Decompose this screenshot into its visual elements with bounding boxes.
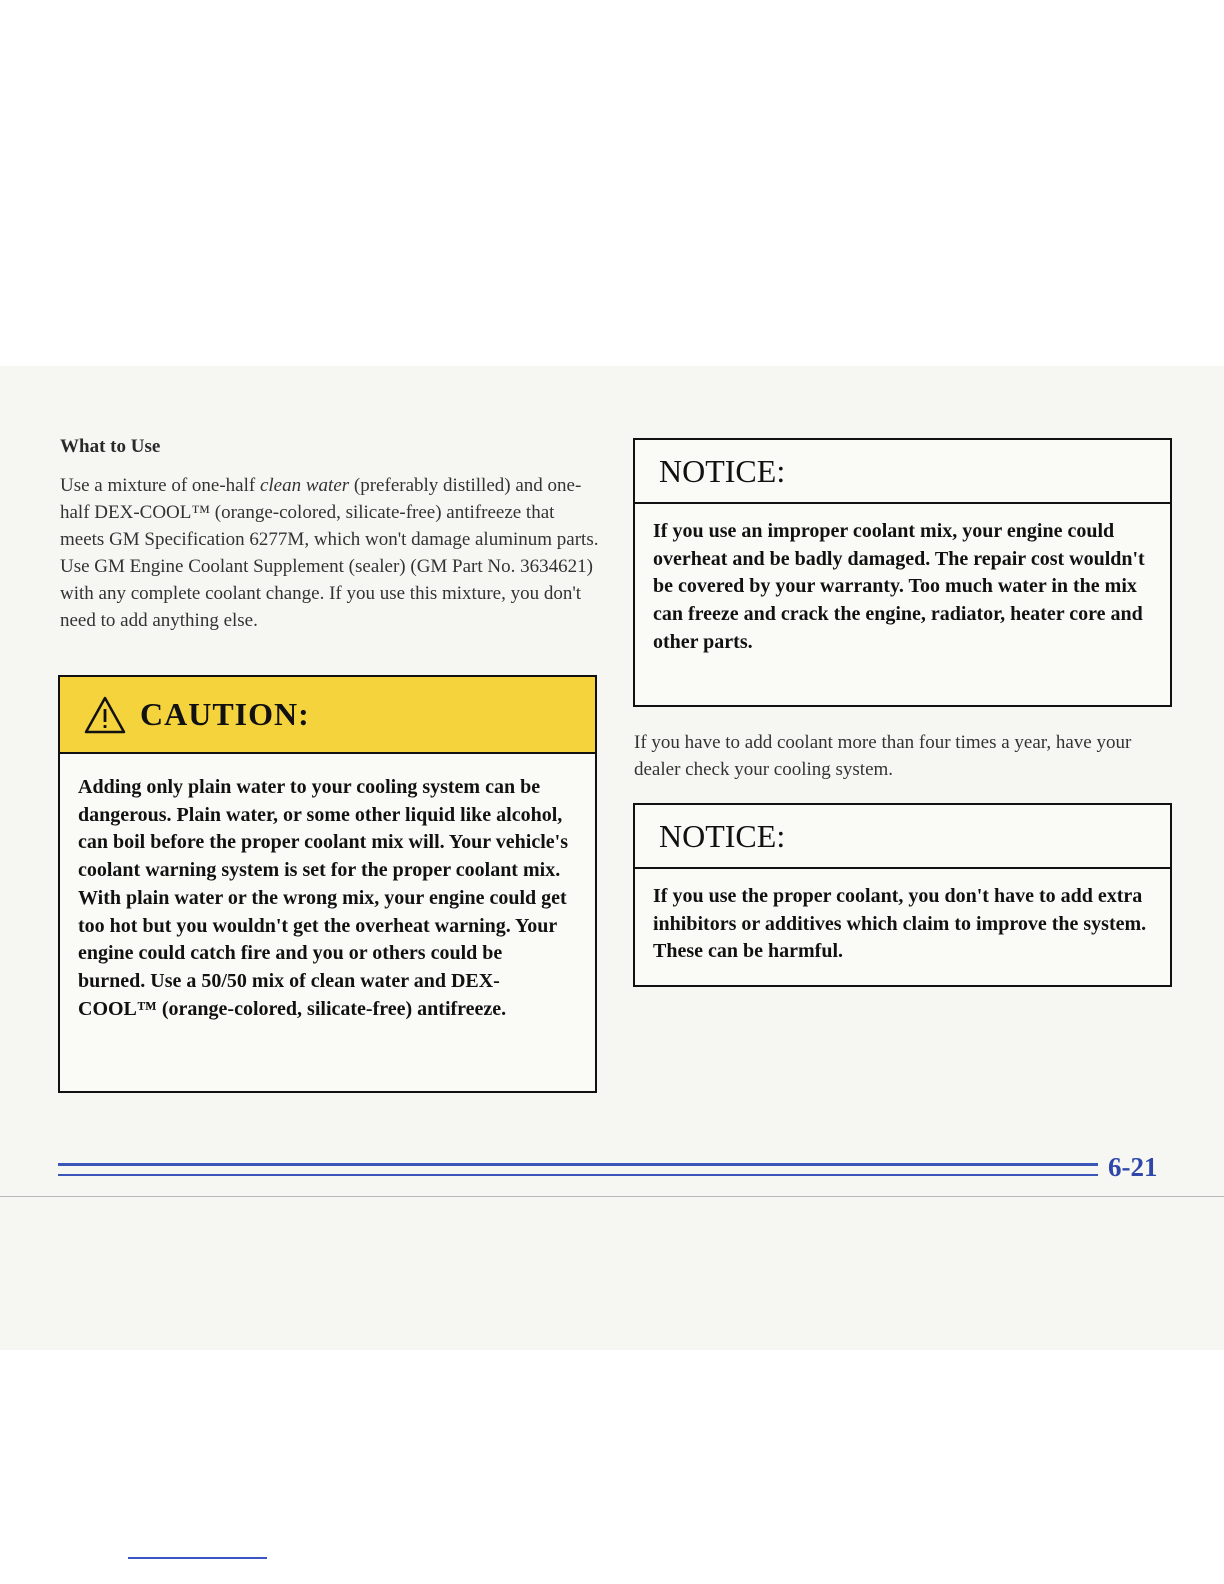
notice-box-2 (633, 803, 1172, 987)
caution-body: Adding only plain water to your cooling system can be dangerous. Plain water, or some other liquid like alcohol, can boil before the proper coolant mix will. Your vehicle's coolant warning system is set for the proper coolant mix. With plain water or the wrong mix, your engine could get too hot but you wouldn't get the overheat warning. Your engine could catch fire and you or others could be burned. Use a 50/50 mix of clean water and DEX-COOL™ (orange-colored, silicate-free) antifreeze. (78, 776, 568, 1020)
bottom-rule (128, 1557, 267, 1559)
warning-triangle-icon (84, 696, 126, 734)
notice-body-2: If you use the proper coolant, you don't have to add extra inhibitors or additives which claim to improve the system. These can be harmful. (653, 885, 1147, 963)
notice-header-2 (635, 805, 1170, 869)
notice-box-1 (633, 438, 1172, 707)
intro-text-part1: Use a mixture of one-half (60, 475, 260, 496)
section-heading: What to Use (60, 436, 161, 457)
page-number: 6-21 (1108, 1152, 1158, 1182)
coolant-paragraph: If you have to add coolant more than four times a year, have your dealer check your cooling system. (634, 732, 1132, 780)
intro-paragraph (60, 472, 600, 634)
caution-title: CAUTION: (140, 696, 310, 732)
caution-header (60, 677, 595, 754)
notice-header-1 (635, 440, 1170, 504)
footer-rule (58, 1163, 1098, 1166)
page-edge-rule (0, 1196, 1224, 1197)
notice-title-1: NOTICE: (659, 452, 786, 489)
footer-rule-secondary (58, 1174, 1098, 1176)
caution-box (58, 675, 597, 1093)
intro-text-part2: (preferably distilled) and one-half DEX-COOL™ (orange-colored, silicate-free) antifreeze that meets GM Specification 6277M, which won't damage aluminum parts. Use GM Engine Coolant Supplement (sealer) (GM Part No. 3634621) with any complete coolant change. If you use this mixture, you don't need to add anything else. (60, 475, 599, 631)
notice-title-2: NOTICE: (659, 817, 786, 854)
intro-emphasis: clean water (259, 475, 350, 496)
notice-body-1: If you use an improper coolant mix, your engine could overheat and be badly damaged. The repair cost wouldn't be covered by your warranty. Too much water in the mix can freeze and crack the engine, radiator, heater core and other parts. (653, 520, 1145, 653)
